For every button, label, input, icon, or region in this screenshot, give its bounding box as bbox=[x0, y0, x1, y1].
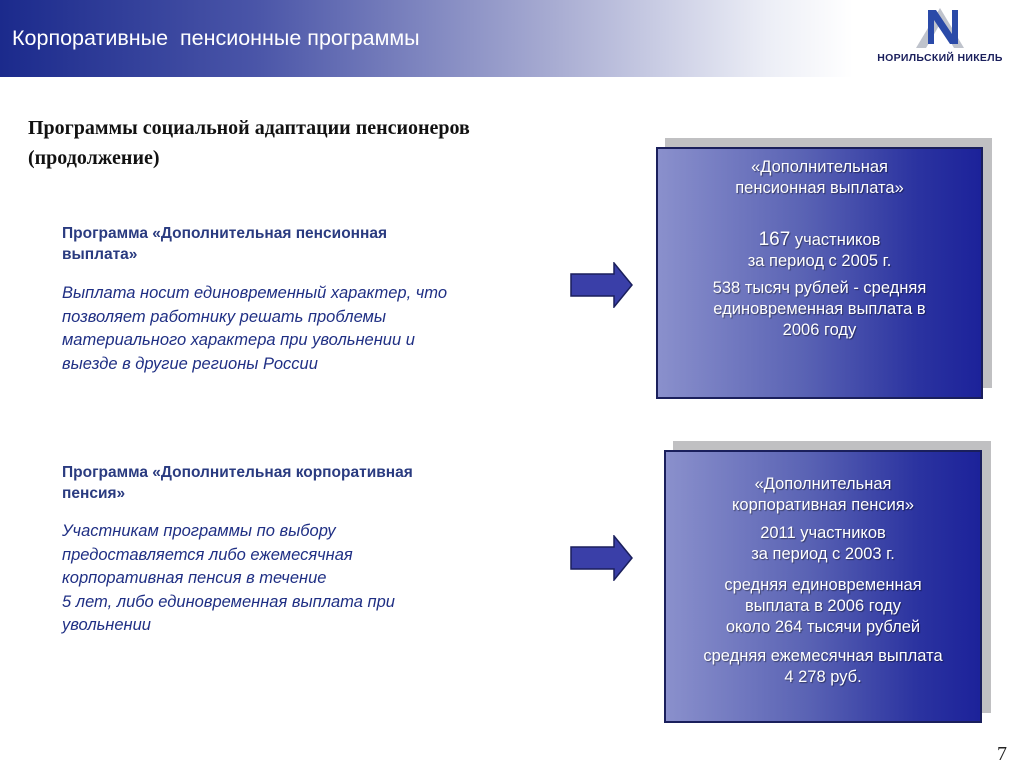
participants-label: участников bbox=[790, 231, 881, 249]
stat-line: около 264 тысячи рублей bbox=[725, 618, 921, 636]
program-description-line: 5 лет, либо единовременная выплата при bbox=[62, 592, 395, 611]
arrow-right-icon bbox=[570, 262, 634, 308]
period-text: за период с 2003 г. bbox=[751, 545, 895, 563]
box-title-line: пенсионная выплата» bbox=[735, 179, 904, 197]
box-title-line: «Дополнительная bbox=[754, 475, 892, 493]
program-description-line: Участникам программы по выбору bbox=[62, 522, 336, 540]
stat-line: средняя единовременная bbox=[724, 576, 922, 594]
program-description-line: корпоративная пенсия в течение bbox=[62, 569, 327, 587]
program-description-line: позволяет работнику решать проблемы bbox=[62, 307, 387, 326]
program-heading-line: Программа «Дополнительная корпоративная bbox=[62, 464, 413, 481]
box-title-line: корпоративная пенсия» bbox=[731, 496, 914, 514]
logo-text: НОРИЛЬСКИЙ НИКЕЛЬ bbox=[877, 52, 1003, 64]
program-description-line: выезде в другие регионы России bbox=[62, 354, 318, 373]
section-title-line: Программы социальной адаптации пенсионеров bbox=[28, 117, 470, 139]
stat-line: 2006 году bbox=[782, 321, 857, 339]
program-heading bbox=[62, 223, 532, 265]
info-box-corporate-pension bbox=[664, 450, 982, 723]
program-heading bbox=[62, 462, 532, 504]
nornickel-logo-icon bbox=[870, 4, 1010, 50]
section-title-line: (продолжение) bbox=[28, 147, 160, 169]
program-heading-line: выплата» bbox=[62, 246, 138, 263]
section-title bbox=[28, 113, 628, 173]
stat-line: выплата в 2006 году bbox=[744, 597, 902, 615]
program-heading-line: пенсия» bbox=[62, 485, 126, 502]
program-description-line: увольнении bbox=[62, 616, 151, 634]
participants-number: 167 bbox=[758, 229, 791, 250]
monthly-line: средняя ежемесячная выплата bbox=[703, 647, 943, 665]
info-box-pension-payment bbox=[656, 147, 983, 399]
stat-line: единовременная выплата в bbox=[713, 300, 926, 318]
stat-line: 538 тысяч рублей - средняя bbox=[712, 279, 927, 297]
period-text: за период с 2005 г. bbox=[747, 252, 892, 270]
program-description-line: материального характера при увольнении и bbox=[62, 331, 415, 349]
participants-count bbox=[658, 229, 981, 251]
page-title: Корпоративные пенсионные программы bbox=[12, 26, 420, 50]
participants-count: 2011 участников bbox=[760, 524, 886, 542]
box-title-line: «Дополнительная bbox=[751, 158, 888, 176]
program-heading-line: Программа «Дополнительная пенсионная bbox=[62, 225, 388, 242]
program-description-line: Выплата носит единовременный характер, что bbox=[62, 284, 448, 302]
program-description bbox=[62, 520, 542, 638]
program-description bbox=[62, 282, 542, 376]
company-logo bbox=[870, 4, 1010, 74]
program-description-line: предоставляется либо ежемесячная bbox=[62, 545, 353, 564]
arrow-right-icon bbox=[570, 535, 634, 581]
monthly-line: 4 278 руб. bbox=[784, 668, 862, 686]
page-number: 7 bbox=[997, 743, 1007, 765]
